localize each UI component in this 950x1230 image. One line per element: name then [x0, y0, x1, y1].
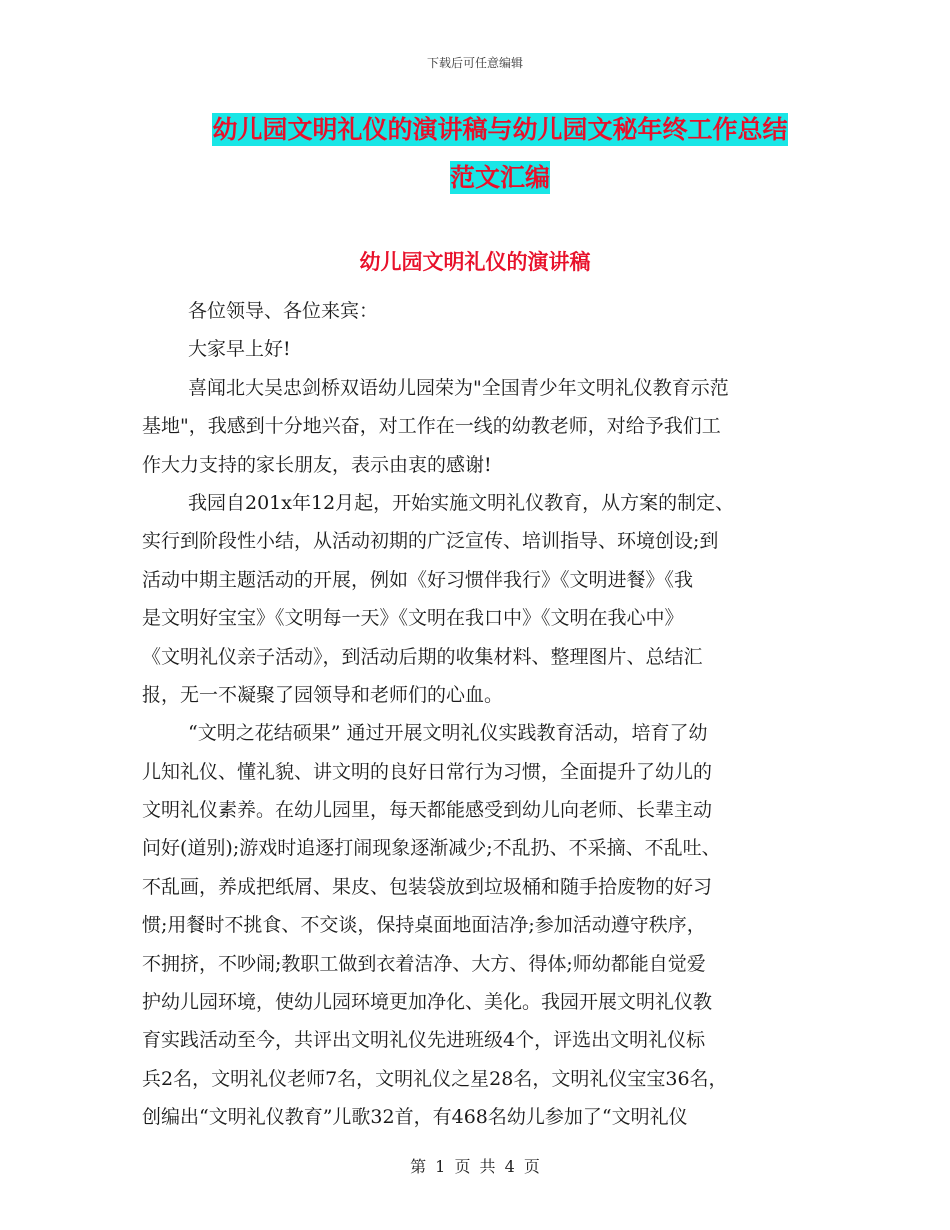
- text-line: 是文明好宝宝》《文明每一天》《文明在我口中》《文明在我心中》: [142, 607, 684, 630]
- text-line: 兵2名，文明礼仪老师7名，文明礼仪之星28名，文明礼仪宝宝36名，: [142, 1067, 728, 1090]
- text-line: 大家早上好!: [188, 338, 291, 361]
- document-title-line-2: 范文汇编: [449, 163, 550, 192]
- document-title-line-1: 幼儿园文明礼仪的演讲稿与幼儿园文秘年终工作总结: [212, 115, 788, 144]
- text-line: 报，无一不凝聚了园领导和老师们的心血。: [142, 683, 504, 706]
- text-line: 喜闻北大吴忠剑桥双语幼儿园荣为"全国青少年文明礼仪教育示范: [188, 376, 729, 399]
- text-line: 儿知礼仪、懂礼貌、讲文明的良好日常行为习惯，全面提升了幼儿的: [142, 760, 713, 783]
- text-line: 文明礼仪素养。在幼儿园里，每天都能感受到幼儿向老师、长辈主动: [142, 799, 713, 822]
- text-line: 惯;用餐时不挑食、不交谈，保持桌面地面洁净;参加活动遵守秩序，: [142, 914, 706, 937]
- text-line: 《文明礼仪亲子活动》，到活动后期的收集材料、整理图片、总结汇: [142, 645, 703, 668]
- text-line: 作大力支持的家长朋友，表示由衷的感谢!: [142, 453, 492, 476]
- text-line: 实行到阶段性小结，从活动初期的广泛宣传、培训指导、环境创设;到: [142, 530, 719, 553]
- text-line: 各位领导、各位来宾：: [188, 300, 379, 322]
- header-note: 下载后可任意编辑: [426, 56, 523, 70]
- text-line: 不拥挤，不吵闹;教职工做到衣着洁净、大方、得体;师幼都能自觉爱: [142, 952, 706, 975]
- text-line: 基地"，我感到十分地兴奋，对工作在一线的幼教老师，对给予我们工: [142, 415, 721, 438]
- text-line: 不乱画，养成把纸屑、果皮、包装袋放到垃圾桶和随手拾废物的好习: [142, 875, 713, 898]
- body-text: [142, 292, 802, 1137]
- text-line: 我园自201x年12月起，开始实施文明礼仪教育，从方案的制定、: [188, 491, 735, 514]
- section-title: 幼儿园文明礼仪的演讲稿: [359, 250, 591, 274]
- document-title: [140, 106, 860, 202]
- text-line: 创编出“文明礼仪教育”儿歌32首，有468名幼儿参加了“文明礼仪: [142, 1106, 688, 1129]
- text-line: 问好(道别);游戏时追逐打闹现象逐渐减少;不乱扔、不采摘、不乱吐、: [142, 837, 721, 860]
- text-line: 护幼儿园环境，使幼儿园环境更加净化、美化。我园开展文明礼仪教: [142, 991, 713, 1014]
- text-line: 育实践活动至今，共评出文明礼仪先进班级4个，评选出文明礼仪标: [142, 1029, 706, 1052]
- text-line: 活动中期主题活动的开展，例如《好习惯伴我行》《文明进餐》《我: [142, 568, 694, 591]
- page-footer: 第 1 页 共 4 页: [410, 1157, 540, 1176]
- text-line: “文明之花结硕果” 通过开展文明礼仪实践教育活动，培育了幼: [188, 722, 708, 745]
